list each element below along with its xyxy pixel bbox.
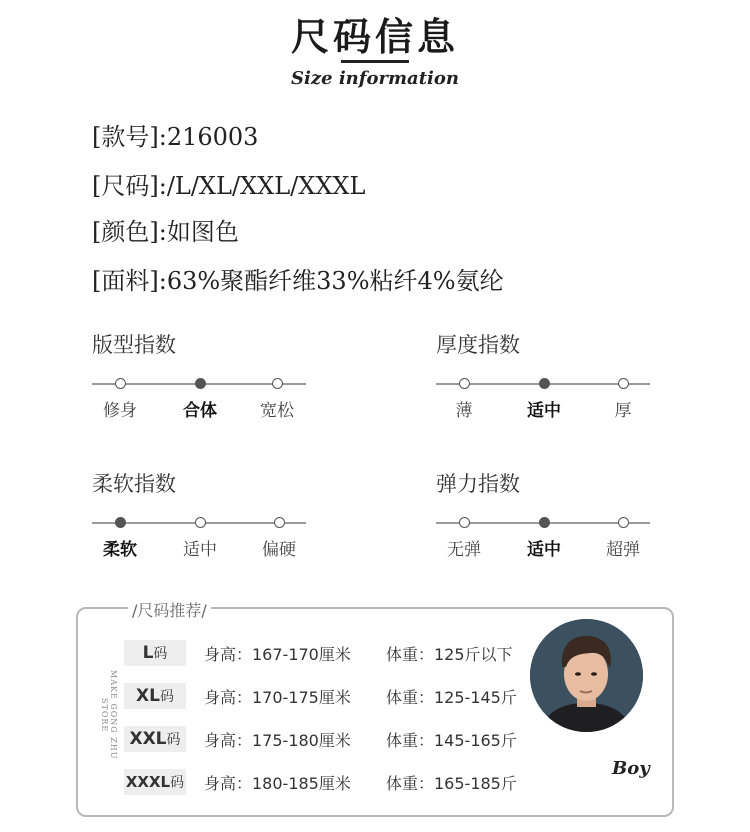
- spec-value: :如图色: [158, 218, 239, 246]
- spec-label: [款号]: [92, 123, 159, 151]
- fit-index-dot: [272, 378, 283, 389]
- size-label: L: [142, 643, 154, 663]
- size-suffix: 码: [153, 646, 168, 662]
- weight-range: 体重：165-185斤: [386, 774, 517, 793]
- thickness-index-dot: [459, 378, 470, 389]
- thickness-index-dot: [618, 378, 629, 389]
- fit-option-slim: 修身: [103, 401, 137, 421]
- elasticity-option-medium: 适中: [527, 540, 561, 560]
- model-avatar: [530, 619, 643, 732]
- spec-value: :216003: [158, 123, 259, 151]
- fit-index-dot: [195, 378, 206, 389]
- elasticity-index-dot: [459, 517, 470, 528]
- weight-range: 体重：125-145斤: [386, 688, 517, 707]
- fit-option-loose: 宽松: [260, 401, 294, 421]
- softness-option-medium: 适中: [183, 540, 217, 560]
- softness-option-soft: 柔软: [103, 540, 137, 560]
- size-suffix: 码: [170, 775, 185, 791]
- size-recommend-title: /尺码推荐/: [128, 598, 211, 621]
- elasticity-option-high: 超弹: [606, 540, 640, 560]
- size-label: XXL: [129, 729, 167, 749]
- page-subtitle: Size information: [291, 68, 459, 89]
- fit-option-regular: 合体: [183, 401, 217, 421]
- softness-index-dot: [195, 517, 206, 528]
- title-underline: [341, 60, 409, 63]
- softness-index-dot: [274, 517, 285, 528]
- size-tag-xxxl: [124, 769, 186, 795]
- page-title: 尺码信息: [290, 15, 459, 59]
- brand-vertical-text: MAKE GONG ZHU STORE: [100, 670, 118, 760]
- softness-index-title: 柔软指数: [92, 472, 176, 496]
- size-label: XL: [136, 686, 160, 706]
- size-tag-xxl: [124, 726, 186, 752]
- gender-label: Boy: [612, 758, 650, 779]
- spec-label: [颜色]: [92, 218, 159, 246]
- height-range: 身高：175-180厘米: [204, 731, 351, 750]
- thickness-option-medium: 适中: [527, 401, 561, 421]
- height-range: 身高：167-170厘米: [204, 645, 351, 664]
- weight-range: 体重：125斤以下: [386, 645, 513, 664]
- size-tag-l: [124, 640, 186, 666]
- spec-value: :/L/XL/XXL/XXXL: [158, 172, 366, 200]
- size-label: XXXL: [125, 773, 171, 791]
- thickness-option-thick: 厚: [614, 401, 632, 421]
- softness-index-dot: [115, 517, 126, 528]
- spec-style-number: [92, 117, 258, 152]
- elasticity-index-dot: [539, 517, 550, 528]
- elasticity-index-title: 弹力指数: [436, 472, 520, 496]
- elasticity-option-none: 无弹: [447, 540, 481, 560]
- thickness-index-dot: [539, 378, 550, 389]
- size-suffix: 码: [159, 689, 174, 705]
- elasticity-index-dot: [618, 517, 629, 528]
- thickness-index-title: 厚度指数: [436, 333, 520, 357]
- spec-color: [92, 212, 239, 247]
- size-tag-xl: [124, 683, 186, 709]
- spec-sizes: [92, 166, 365, 201]
- height-range: 身高：170-175厘米: [204, 688, 351, 707]
- height-range: 身高：180-185厘米: [204, 774, 351, 793]
- person-icon: [530, 619, 643, 732]
- spec-label: [尺码]: [92, 172, 159, 200]
- softness-option-stiff: 偏硬: [262, 540, 296, 560]
- spec-label: [面料]: [92, 267, 159, 295]
- weight-range: 体重：145-165斤: [386, 731, 517, 750]
- size-suffix: 码: [166, 732, 181, 748]
- spec-value: :63%聚酯纤维33%粘纤4%氨纶: [158, 267, 504, 295]
- thickness-option-thin: 薄: [455, 401, 473, 421]
- spec-fabric: [92, 261, 504, 296]
- fit-index-dot: [115, 378, 126, 389]
- fit-index-title: 版型指数: [92, 333, 176, 357]
